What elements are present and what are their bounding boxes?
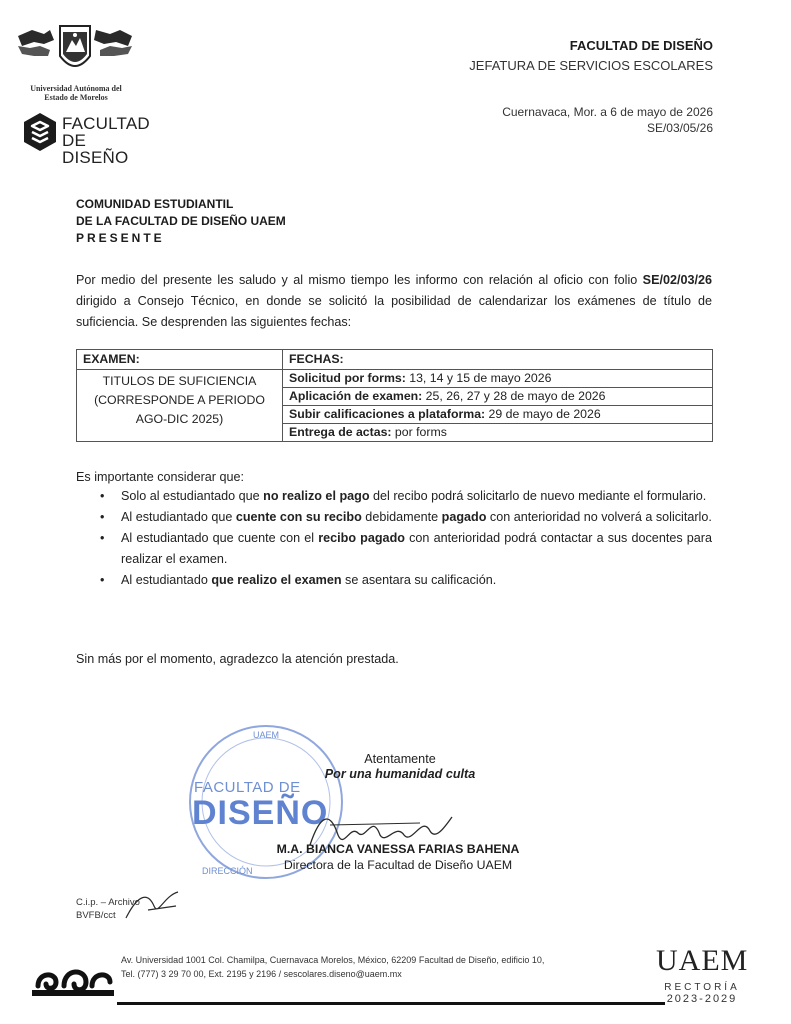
item-bold: no realizo el pago — [263, 489, 370, 503]
item-bold: cuente con su recibo — [235, 510, 362, 524]
stamp-big-text: DISEÑO — [192, 794, 329, 832]
faculty-logo-line2: DE DISEÑO — [62, 131, 129, 167]
table-row — [77, 370, 713, 388]
item-text: Al estudiantado que — [121, 510, 236, 524]
recipient-line1: COMUNIDAD ESTUDIANTIL — [76, 197, 234, 211]
exam-line1: TITULOS DE SUFICIENCIA — [102, 374, 257, 388]
item-text: Al estudiantado — [121, 573, 212, 587]
intro-text-2: dirigido a Consejo Técnico, en donde se solicitó la posibilidad de calendarizar los exámenes de título de suficiencia. Se desprenden las siguientes fechas: — [76, 294, 712, 329]
footer-phone-line: Tel. (777) 3 29 70 00, Ext. 2195 y 2196 / sescolares.diseno@uaem.mx — [121, 969, 402, 979]
considerations-intro: Es importante considerar que: — [76, 470, 245, 484]
exam-line2: (CORRESPONDE A PERIODO — [94, 393, 265, 407]
date-value: por forms — [391, 425, 447, 439]
cc-line2: BVFB/cct — [76, 910, 116, 921]
uaem-brand — [656, 946, 748, 1005]
handwritten-initials — [118, 888, 188, 924]
date-cell — [283, 370, 713, 388]
folio-number: SE/02/03/26 — [642, 273, 712, 287]
cc-line1: C.i.p. – Archivo — [76, 897, 140, 908]
university-name — [6, 84, 146, 102]
exam-name-cell — [77, 370, 283, 442]
date-value: 25, 26, 27 y 28 de mayo de 2026 — [422, 389, 606, 403]
table-header-row — [77, 350, 713, 370]
list-item — [76, 486, 712, 507]
list-item — [76, 570, 712, 591]
considerations-list — [76, 486, 712, 591]
header-dates: FECHAS: — [283, 350, 713, 370]
list-item — [76, 528, 712, 570]
dates-table — [76, 349, 713, 442]
signer-role: Directora de la Facultad de Diseño UAEM — [283, 858, 513, 872]
exam-line3: AGO-DIC 2025) — [135, 412, 224, 426]
item-text: con anterioridad no volverá a solicitarlo. — [486, 510, 712, 524]
date-value: 29 de mayo de 2026 — [485, 407, 601, 421]
date-cell — [283, 424, 713, 442]
item-text: se asentara su calificación. — [341, 573, 497, 587]
reference-number: SE/03/05/26 — [646, 121, 713, 135]
date-reference — [502, 104, 713, 136]
date-label: Solicitud por forms: — [289, 371, 406, 385]
date-label: Aplicación de examen: — [289, 389, 423, 403]
university-seal-logo — [14, 22, 136, 82]
recipient-line2: DE LA FACULTAD DE DISEÑO UAEM — [76, 214, 286, 228]
office-title: JEFATURA DE SERVICIOS ESCOLARES — [469, 58, 713, 73]
footer-address-line: Av. Universidad 1001 Col. Chamilpa, Cuernavaca Morelos, México, 62209 Facultad de Diseño, edificio 10, — [121, 955, 545, 965]
item-text: del recibo podrá solicitarlo de nuevo mediante el formulario. — [369, 489, 707, 503]
faculty-logo-line1: FACULTAD — [62, 114, 150, 133]
footer-address — [121, 953, 651, 981]
recipient-block — [76, 196, 286, 247]
farewell-block — [250, 752, 550, 781]
footer-rule — [117, 1002, 665, 1005]
university-name-line2: Estado de Morelos — [44, 93, 108, 102]
farewell-text: Atentamente — [364, 752, 436, 766]
faculty-title: FACULTAD DE DISEÑO — [569, 38, 713, 53]
faculty-hexagon-icon — [22, 112, 58, 152]
stamp-bottom-text: DIRECCIÓN — [202, 866, 253, 876]
recipient-line3: PRESENTE — [76, 231, 165, 245]
stamp-mid-text: FACULTAD DE — [194, 779, 301, 796]
item-text: Solo al estudiantado que — [121, 489, 264, 503]
item-text: debidamente — [361, 510, 442, 524]
uaem-wordmark: UAEM — [656, 944, 749, 977]
item-bold: que realizo el examen — [211, 573, 342, 587]
letterhead — [469, 38, 713, 73]
header-exam: EXAMEN: — [77, 350, 283, 370]
date-label: Subir calificaciones a plataforma: — [289, 407, 486, 421]
footer-ornament-logo — [30, 950, 116, 1000]
signer-name: M.A. BIANCA VANESSA FARIAS BAHENA — [276, 842, 520, 856]
list-item — [76, 507, 712, 528]
item-bold: recibo pagado — [318, 531, 405, 545]
motto-text: Por una humanidad culta — [324, 767, 476, 781]
signer-block — [230, 842, 566, 872]
date-value: 13, 14 y 15 de mayo 2026 — [405, 371, 552, 385]
closing-text: Sin más por el momento, agradezco la atención prestada. — [76, 652, 399, 666]
item-bold: pagado — [441, 510, 487, 524]
date-cell — [283, 406, 713, 424]
stamp-top-text: UAEM — [252, 730, 280, 740]
item-text: Al estudiantado que cuente con el — [121, 531, 319, 545]
rectoria-years: 2023-2029 — [666, 993, 738, 1005]
rectoria-label: RECTORÍA — [664, 982, 740, 993]
date-label: Entrega de actas: — [289, 425, 392, 439]
place-date: Cuernavaca, Mor. a 6 de mayo de 2026 — [502, 105, 713, 119]
intro-paragraph — [76, 270, 712, 333]
item-text: con anterioridad podrá contactar a sus docentes para realizar el examen. — [121, 531, 712, 566]
intro-text-1: Por medio del presente les saludo y al mismo tiempo les informo con relación al oficio con folio — [76, 273, 643, 287]
date-cell — [283, 388, 713, 406]
faculty-logo — [22, 112, 150, 167]
university-name-line1: Universidad Autónoma del — [30, 84, 122, 93]
